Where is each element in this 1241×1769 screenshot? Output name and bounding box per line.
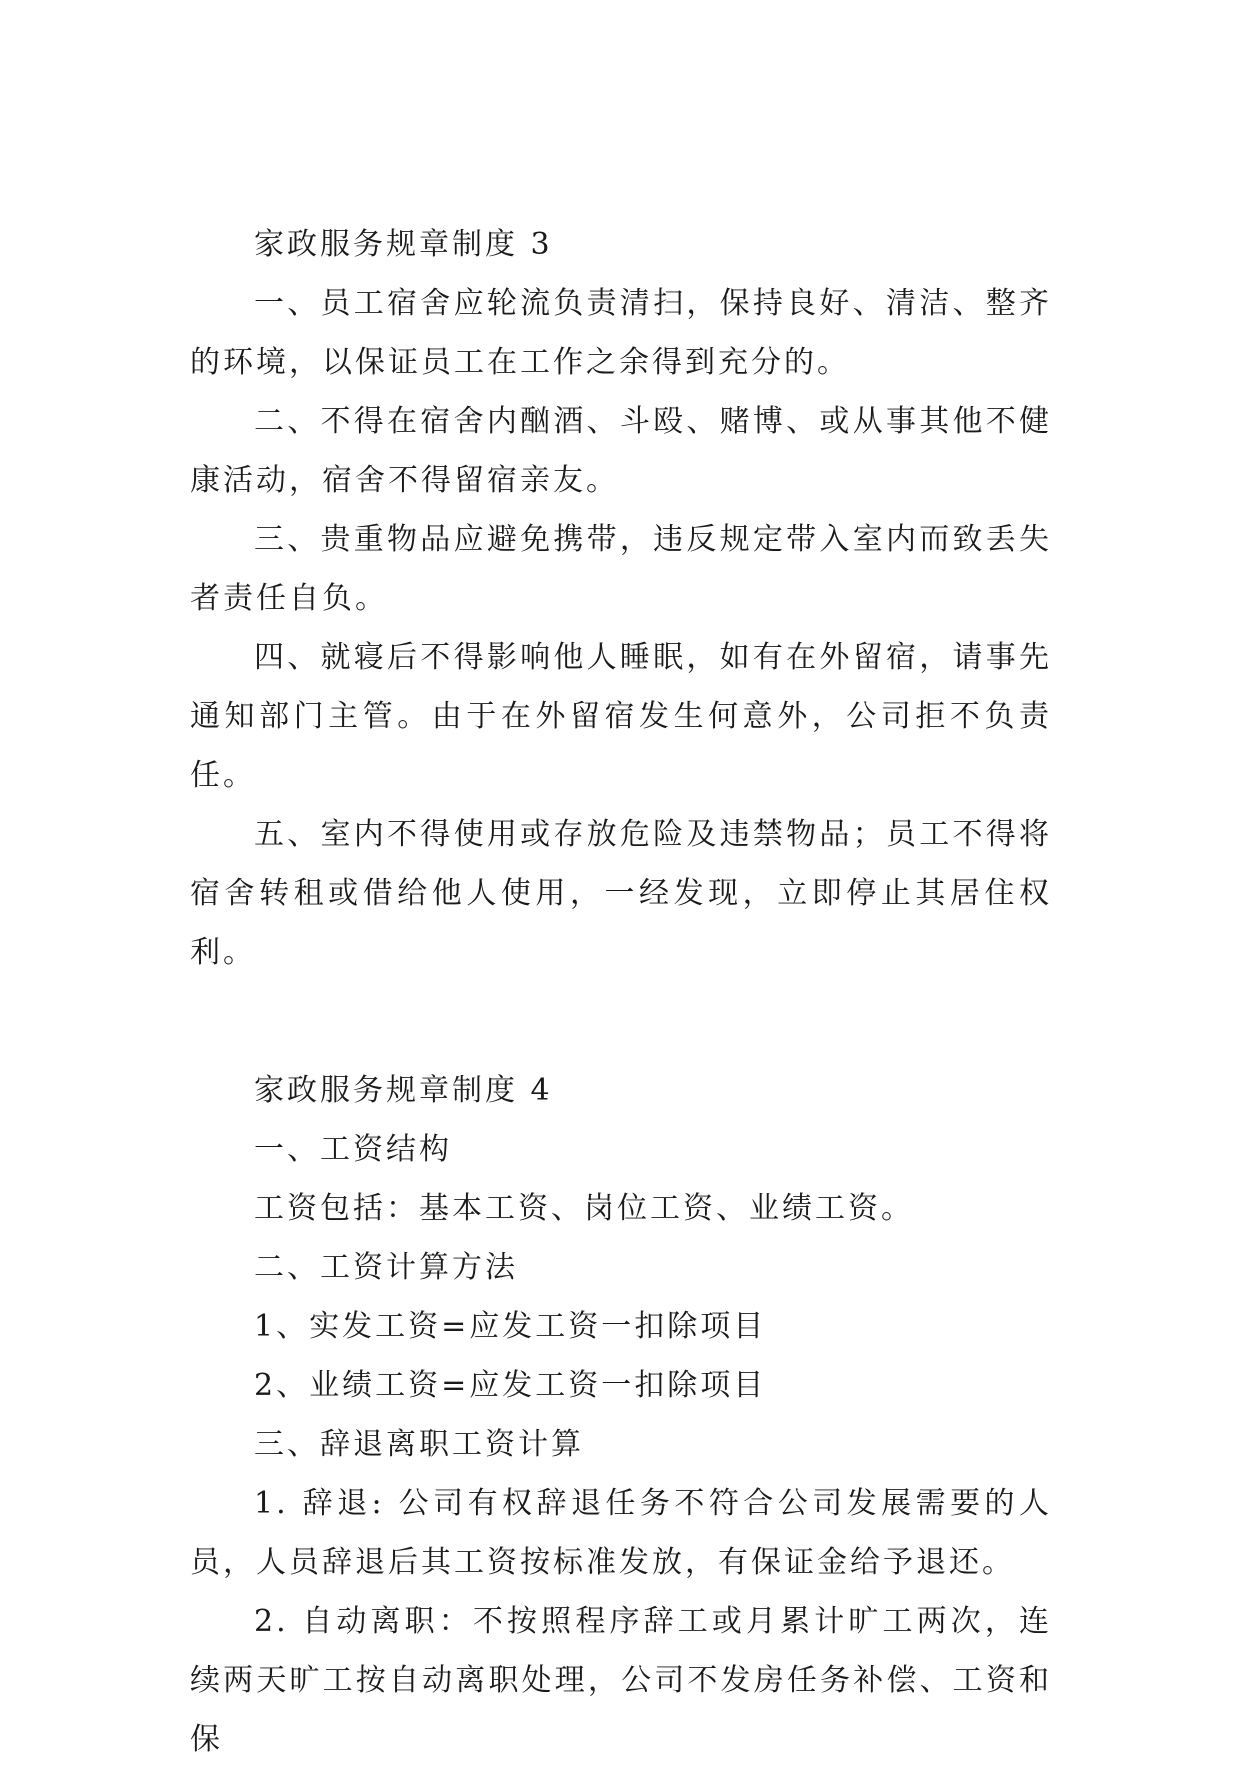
section-4-item-1: 一、工资结构 (254, 1132, 452, 1167)
section-4-title: 家政服务规章制度 4 (254, 1073, 553, 1108)
section-4-paragraph-dismissal: 1. 辞退: 公司有权辞退任务不符合公司发展需要的人员，人员辞退后其工资按标准发放，有保证金给予退还。 (190, 1486, 1052, 1580)
section-3-paragraph-1: 一、员工宿舍应轮流负责清扫，保持良好、清洁、整齐的环境，以保证员工在工作之余得到充分的。 (190, 286, 1052, 380)
section-4-item-5: 2、业绩工资=应发工资一扣除项目 (254, 1368, 767, 1403)
section-4-item-4: 1、实发工资=应发工资一扣除项目 (254, 1309, 767, 1344)
section-4-paragraph-resignation: 2. 自动离职：不按照程序辞工或月累计旷工两次，连续两天旷工按自动离职处理，公司不发房任务补偿、工资和保 (190, 1604, 1052, 1757)
section-3-paragraph-2: 二、不得在宿舍内酗酒、斗殴、赌博、或从事其他不健康活动，宿舍不得留宿亲友。 (190, 404, 1052, 498)
section-3-paragraph-5: 五、室内不得使用或存放危险及违禁物品；员工不得将宿舍转租或借给他人使用，一经发现，立即停止其居住权利。 (190, 817, 1052, 970)
section-3-paragraph-4: 四、就寝后不得影响他人睡眠，如有在外留宿，请事先通知部门主管。由于在外留宿发生何意外，公司拒不负责任。 (190, 640, 1052, 793)
section-spacer (190, 982, 1052, 1062)
section-4-item-3: 二、工资计算方法 (254, 1250, 518, 1285)
section-4-item-2: 工资包括：基本工资、岗位工资、业绩工资。 (254, 1191, 914, 1226)
section-4-item-6: 三、辞退离职工资计算 (254, 1427, 584, 1462)
section-3-paragraph-3: 三、贵重物品应避免携带，违反规定带入室内而致丢失者责任自负。 (190, 522, 1052, 616)
section-3-title: 家政服务规章制度 3 (254, 227, 553, 262)
document-page (190, 216, 1052, 1769)
